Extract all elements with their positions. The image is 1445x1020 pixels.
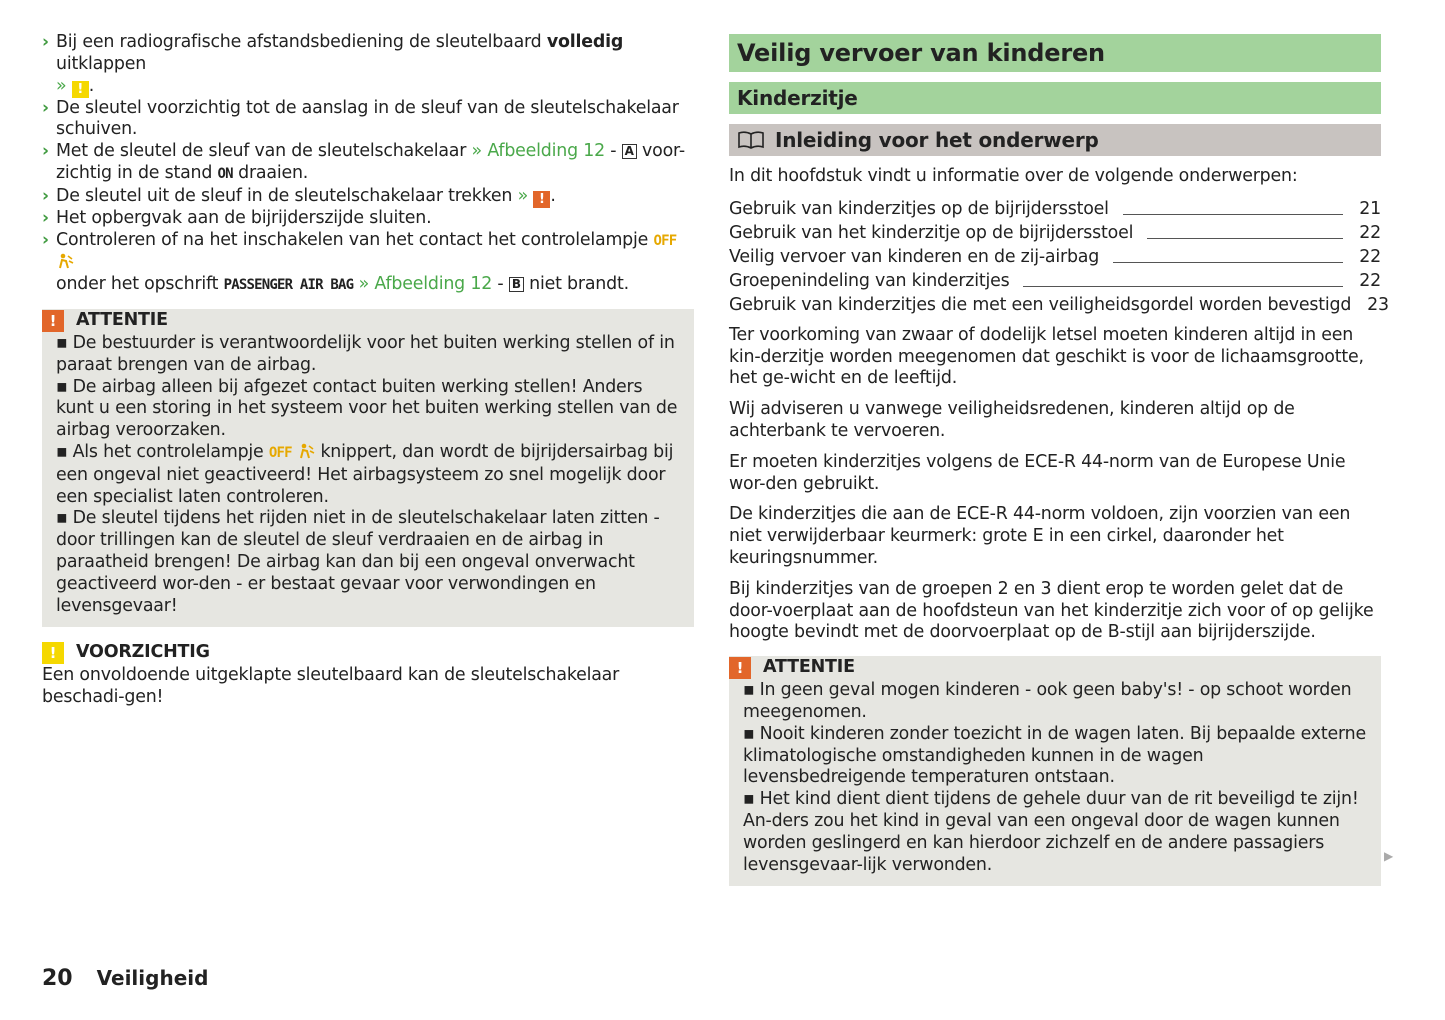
- off-indicator: OFF: [268, 444, 292, 461]
- step-2: › De sleutel voorzichtig tot de aanslag in de sleuf van de sleutelschakelaar schuiven.: [42, 97, 679, 140]
- book-icon: [737, 131, 765, 149]
- left-column: [42, 32, 694, 709]
- caution-icon: !: [42, 642, 64, 664]
- figure-link[interactable]: » Afbeelding 12: [471, 141, 605, 162]
- intro-text: In dit hoofdstuk vindt u informatie over de volgende onderwerpen:: [729, 166, 1298, 186]
- step-3: › Met de sleutel de sleuf van de sleutelschakelaar » Afbeelding 12 - A voor-zichtig in de stand ON draaien.: [42, 141, 685, 183]
- attentie-box: [42, 309, 694, 627]
- airbag-person-icon: [297, 443, 315, 459]
- page-footer: [42, 966, 208, 991]
- figure-link[interactable]: » Afbeelding 12: [353, 274, 493, 295]
- chevron-icon: ›: [42, 207, 49, 228]
- chevron-icon: ›: [42, 32, 49, 52]
- page-number: 20: [42, 966, 73, 991]
- attentie-title: ATTENTIE: [76, 310, 168, 331]
- step-6: › Controleren of na het inschakelen van het contact het controlelampje OFF onder het opschrift PASSENGER AIR BAG » Afbeelding 12 - B niet brandt.: [42, 229, 677, 295]
- attentie-item: ▪ Het kind dient dient tijdens de gehele duur van de rit beveiligd te zijn! An-ders zou het kind in geval van een ongeval door de wagen kunnen worden geslingerd en kan hierdoor zichzelf en de andere passagiers levensgevaar-lijk verwonden.: [743, 789, 1367, 876]
- passenger-airbag-label: PASSENGER AIR BAG: [223, 277, 354, 294]
- paragraph: De kinderzitjes die aan de ECE-R 44-norm voldoen, zijn voorzien van een niet verwijderbaar keurmerk: grote E in een cirkel, daaronder het keuringsnummer.: [729, 504, 1351, 568]
- chevron-icon: ›: [42, 141, 49, 162]
- paragraph: Bij kinderzitjes van de groepen 2 en 3 dient erop te worden gelet dat de door-voerplaat aan de hoofdsteun van het kinderzitje zich voor of op gelijke hoogte bevindt met de doorvoerplaat op de B-stijl aan bijrijderszijde.: [729, 578, 1374, 643]
- attentie-item: ▪ Nooit kinderen zonder toezicht in de wagen laten. Bij bepaalde externe klimatologische omstandigheden kunnen in de wagen levensbedreigende temperaturen ontstaan.: [743, 724, 1367, 789]
- attentie-header: [729, 656, 1367, 680]
- toc-entry[interactable]: Gebruik van kinderzitjes op de bijrijdersstoel 21: [729, 198, 1381, 219]
- voorzichtig-section: [42, 641, 694, 709]
- chevron-icon: ›: [42, 229, 49, 250]
- chevron-icon: ›: [42, 185, 49, 206]
- table-of-contents: [729, 197, 1389, 317]
- paragraph: Ter voorkoming van zwaar of dodelijk letsel moeten kinderen altijd in een kin-derzitje worden meegenomen dat geschikt is voor de lichaamsgrootte, het ge-wicht en de leeftijd.: [729, 324, 1364, 389]
- warning-red-icon: !: [533, 191, 550, 208]
- voorzichtig-header: [42, 641, 694, 665]
- link[interactable]: »: [56, 75, 67, 96]
- right-column: [729, 34, 1389, 886]
- link[interactable]: »: [517, 185, 529, 206]
- paragraph: Wij adviseren u vanwege veiligheidsredenen, kinderen altijd op de achterbank te vervoeren.: [729, 399, 1295, 441]
- attentie-item: ▪ De bestuurder is verantwoordelijk voor het buiten werking stellen of in paraat brengen van de airbag.: [56, 333, 680, 377]
- attentie-item: ▪ De airbag alleen bij afgezet contact buiten werking stellen! Anders kunt u een storing in het systeem voor het buiten werking stellen van de airbag veroorzaken.: [56, 377, 680, 442]
- toc-entry[interactable]: Gebruik van het kinderzitje op de bijrijdersstoel 22: [729, 222, 1381, 243]
- attentie-title: ATTENTIE: [763, 657, 855, 678]
- section-name: Veiligheid: [96, 966, 209, 990]
- toc-entry[interactable]: Veilig vervoer van kinderen en de zij-airbag 22: [729, 246, 1381, 267]
- step-4: › De sleutel uit de sleuf in de sleutelschakelaar trekken » ! .: [42, 185, 556, 207]
- step-1: › Bij een radiografische afstandsbediening de sleutelbaard volledig uitklappen » ! .: [42, 32, 624, 97]
- attentie-item: ▪ In geen geval mogen kinderen - ook geen baby's! - op schoot worden meegenomen.: [743, 680, 1367, 724]
- attentie-header: [42, 309, 680, 333]
- warning-icon: !: [729, 657, 751, 679]
- off-indicator: OFF: [653, 232, 677, 249]
- chevron-icon: ›: [42, 97, 49, 118]
- warning-icon: !: [42, 310, 64, 332]
- airbag-person-icon: [56, 253, 74, 269]
- voorzichtig-text: Een onvoldoende uitgeklapte sleutelbaard kan de sleutelschakelaar beschadi-gen!: [42, 665, 620, 708]
- key-label-b: B: [509, 277, 524, 292]
- attentie-item: ▪ Als het controlelampje OFF knippert, dan wordt de bijrijdersairbag bij een ongeval niet geactiveerd! Het airbagsysteem zo snel mogelijk door een specialist laten controleren.: [56, 442, 680, 508]
- step-5: › Het opbergvak aan de bijrijderszijde sluiten.: [42, 207, 432, 228]
- topic-heading: Inleiding voor het onderwerp: [729, 124, 1381, 156]
- toc-entry[interactable]: Groepenindeling van kinderzitjes 22: [729, 270, 1381, 291]
- attentie-box: [729, 656, 1381, 886]
- continue-arrow-icon: ▶: [1384, 849, 1394, 863]
- paragraph: Er moeten kinderzitjes volgens de ECE-R 44-norm van de Europese Unie wor-den gebruikt.: [729, 451, 1346, 494]
- key-label-a: A: [622, 144, 637, 159]
- voorzichtig-title: VOORZICHTIG: [76, 642, 210, 663]
- on-label: ON: [217, 165, 233, 182]
- section-heading: Kinderzitje: [729, 82, 1381, 114]
- chapter-heading: Veilig vervoer van kinderen: [729, 34, 1381, 72]
- warning-yellow-icon: !: [72, 81, 89, 98]
- toc-entry[interactable]: Gebruik van kinderzitjes die met een veiligheidsgordel worden bevestigd 23: [729, 294, 1389, 315]
- attentie-item: ▪ De sleutel tijdens het rijden niet in de sleutelschakelaar laten zitten - door trillingen kan de sleutel de sleuf verdraaien en de airbag in paraatheid brengen! De airbag kan dan bij een ongeval onverwacht geactiveerd wor-den - er bestaat gevaar voor verwondingen en levensgevaar!: [56, 508, 680, 617]
